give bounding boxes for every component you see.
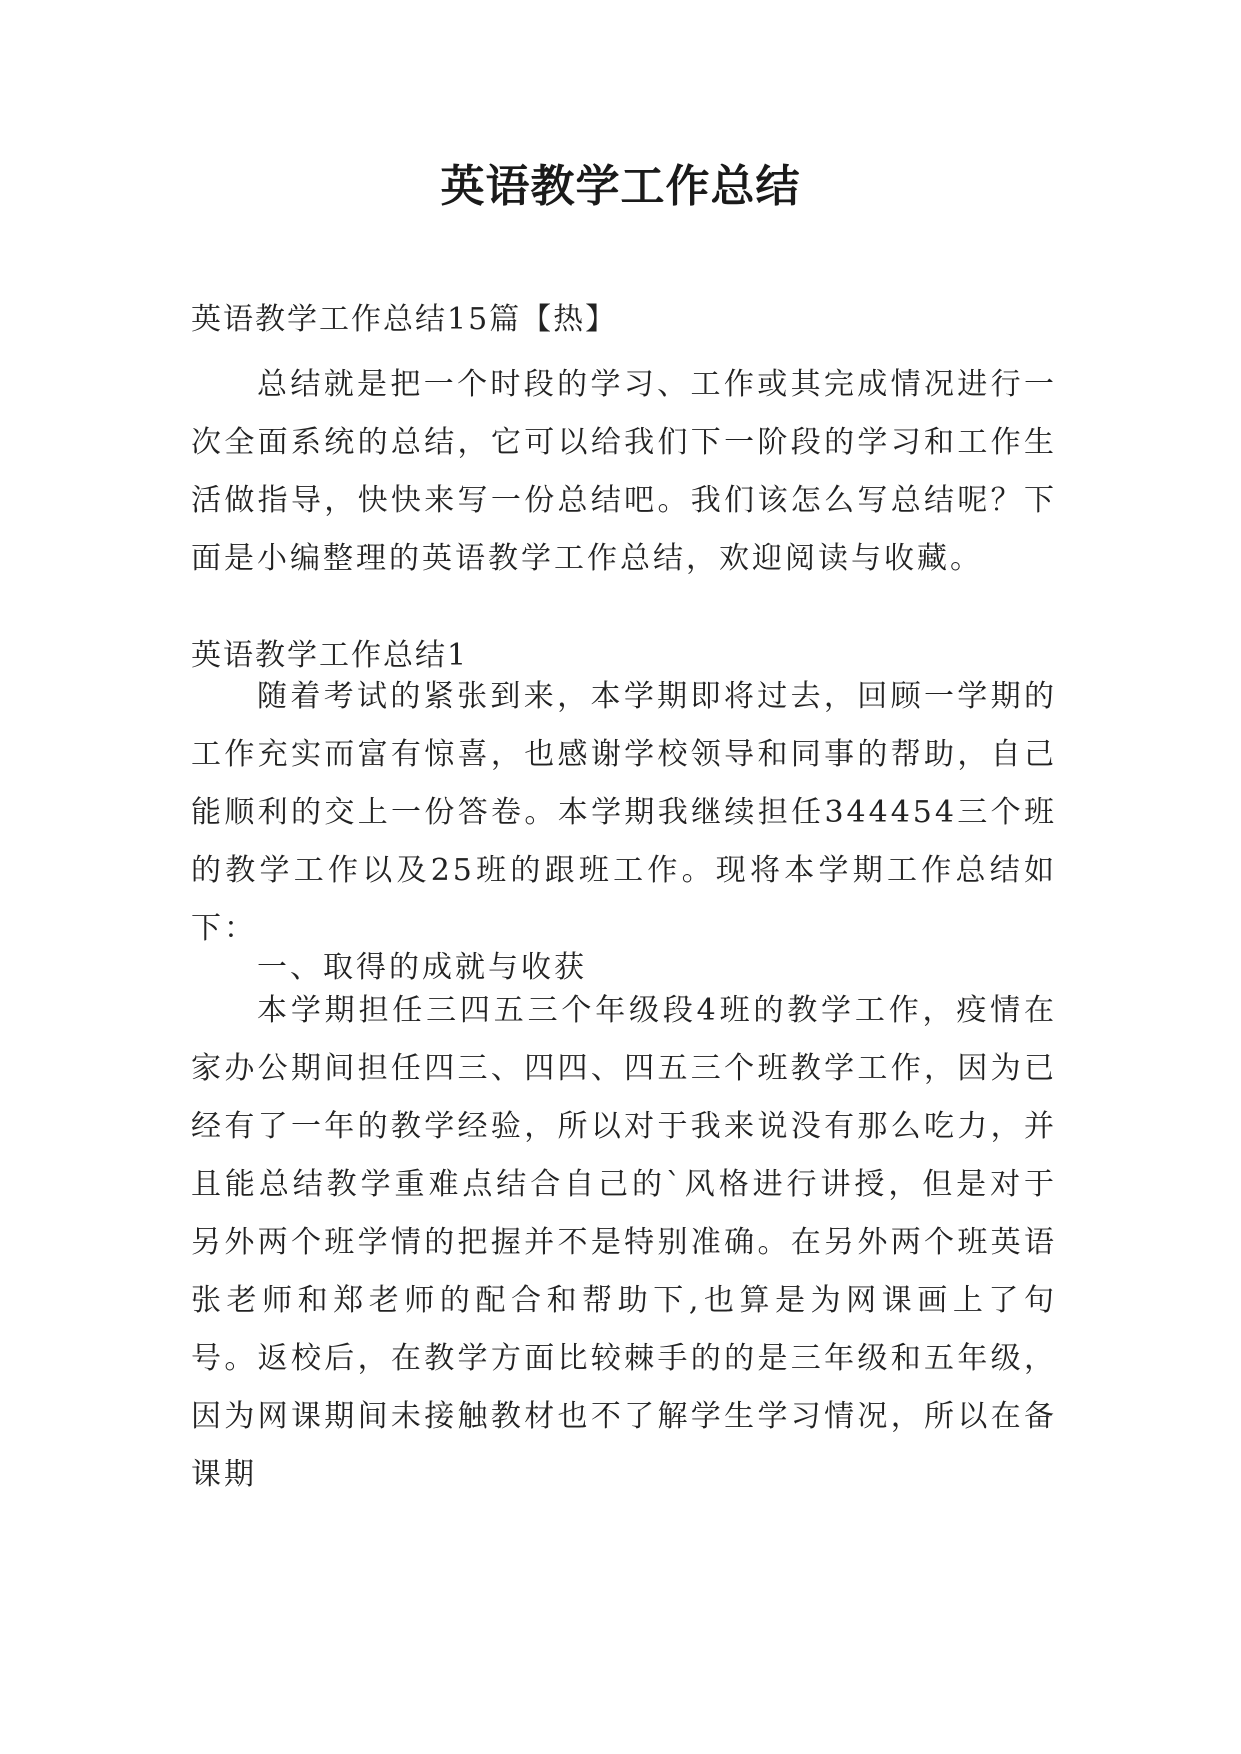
document-subtitle: 英语教学工作总结15篇【热】 xyxy=(191,302,618,337)
intro-paragraph: 总结就是把一个时段的学习、工作或其完成情况进行一次全面系统的总结，它可以给我们下一阶段的学习和工作生活做指导，快快来写一份总结吧。我们该怎么写总结呢？下面是小编整理的英语教学工作总结，欢迎阅读与收藏。 xyxy=(191,367,1057,576)
subsection-heading: 一、取得的成就与收获 xyxy=(257,950,587,985)
section-paragraph-1: 随着考试的紧张到来，本学期即将过去，回顾一学期的工作充实而富有惊喜，也感谢学校领导和同事的帮助，自己能顺利的交上一份答卷。本学期我继续担任344454三个班的教学工作以及25班的跟班工作。现将本学期工作总结如下： xyxy=(191,679,1057,946)
section-paragraph-2: 本学期担任三四五三个年级段4班的教学工作，疫情在家办公期间担任四三、四四、四五三个班教学工作，因为已经有了一年的教学经验，所以对于我来说没有那么吃力，并且能总结教学重难点结合自己的`风格进行讲授，但是对于另外两个班学情的把握并不是特别准确。在另外两个班英语张老师和郑老师的配合和帮助下,也算是为网课画上了句号。返校后，在教学方面比较棘手的的是三年级和五年级，因为网课期间未接触教材也不了解学生学习情况，所以在备课期 xyxy=(191,993,1057,1492)
document-title: 英语教学工作总结 xyxy=(440,161,801,212)
section-heading: 英语教学工作总结1 xyxy=(191,638,469,673)
